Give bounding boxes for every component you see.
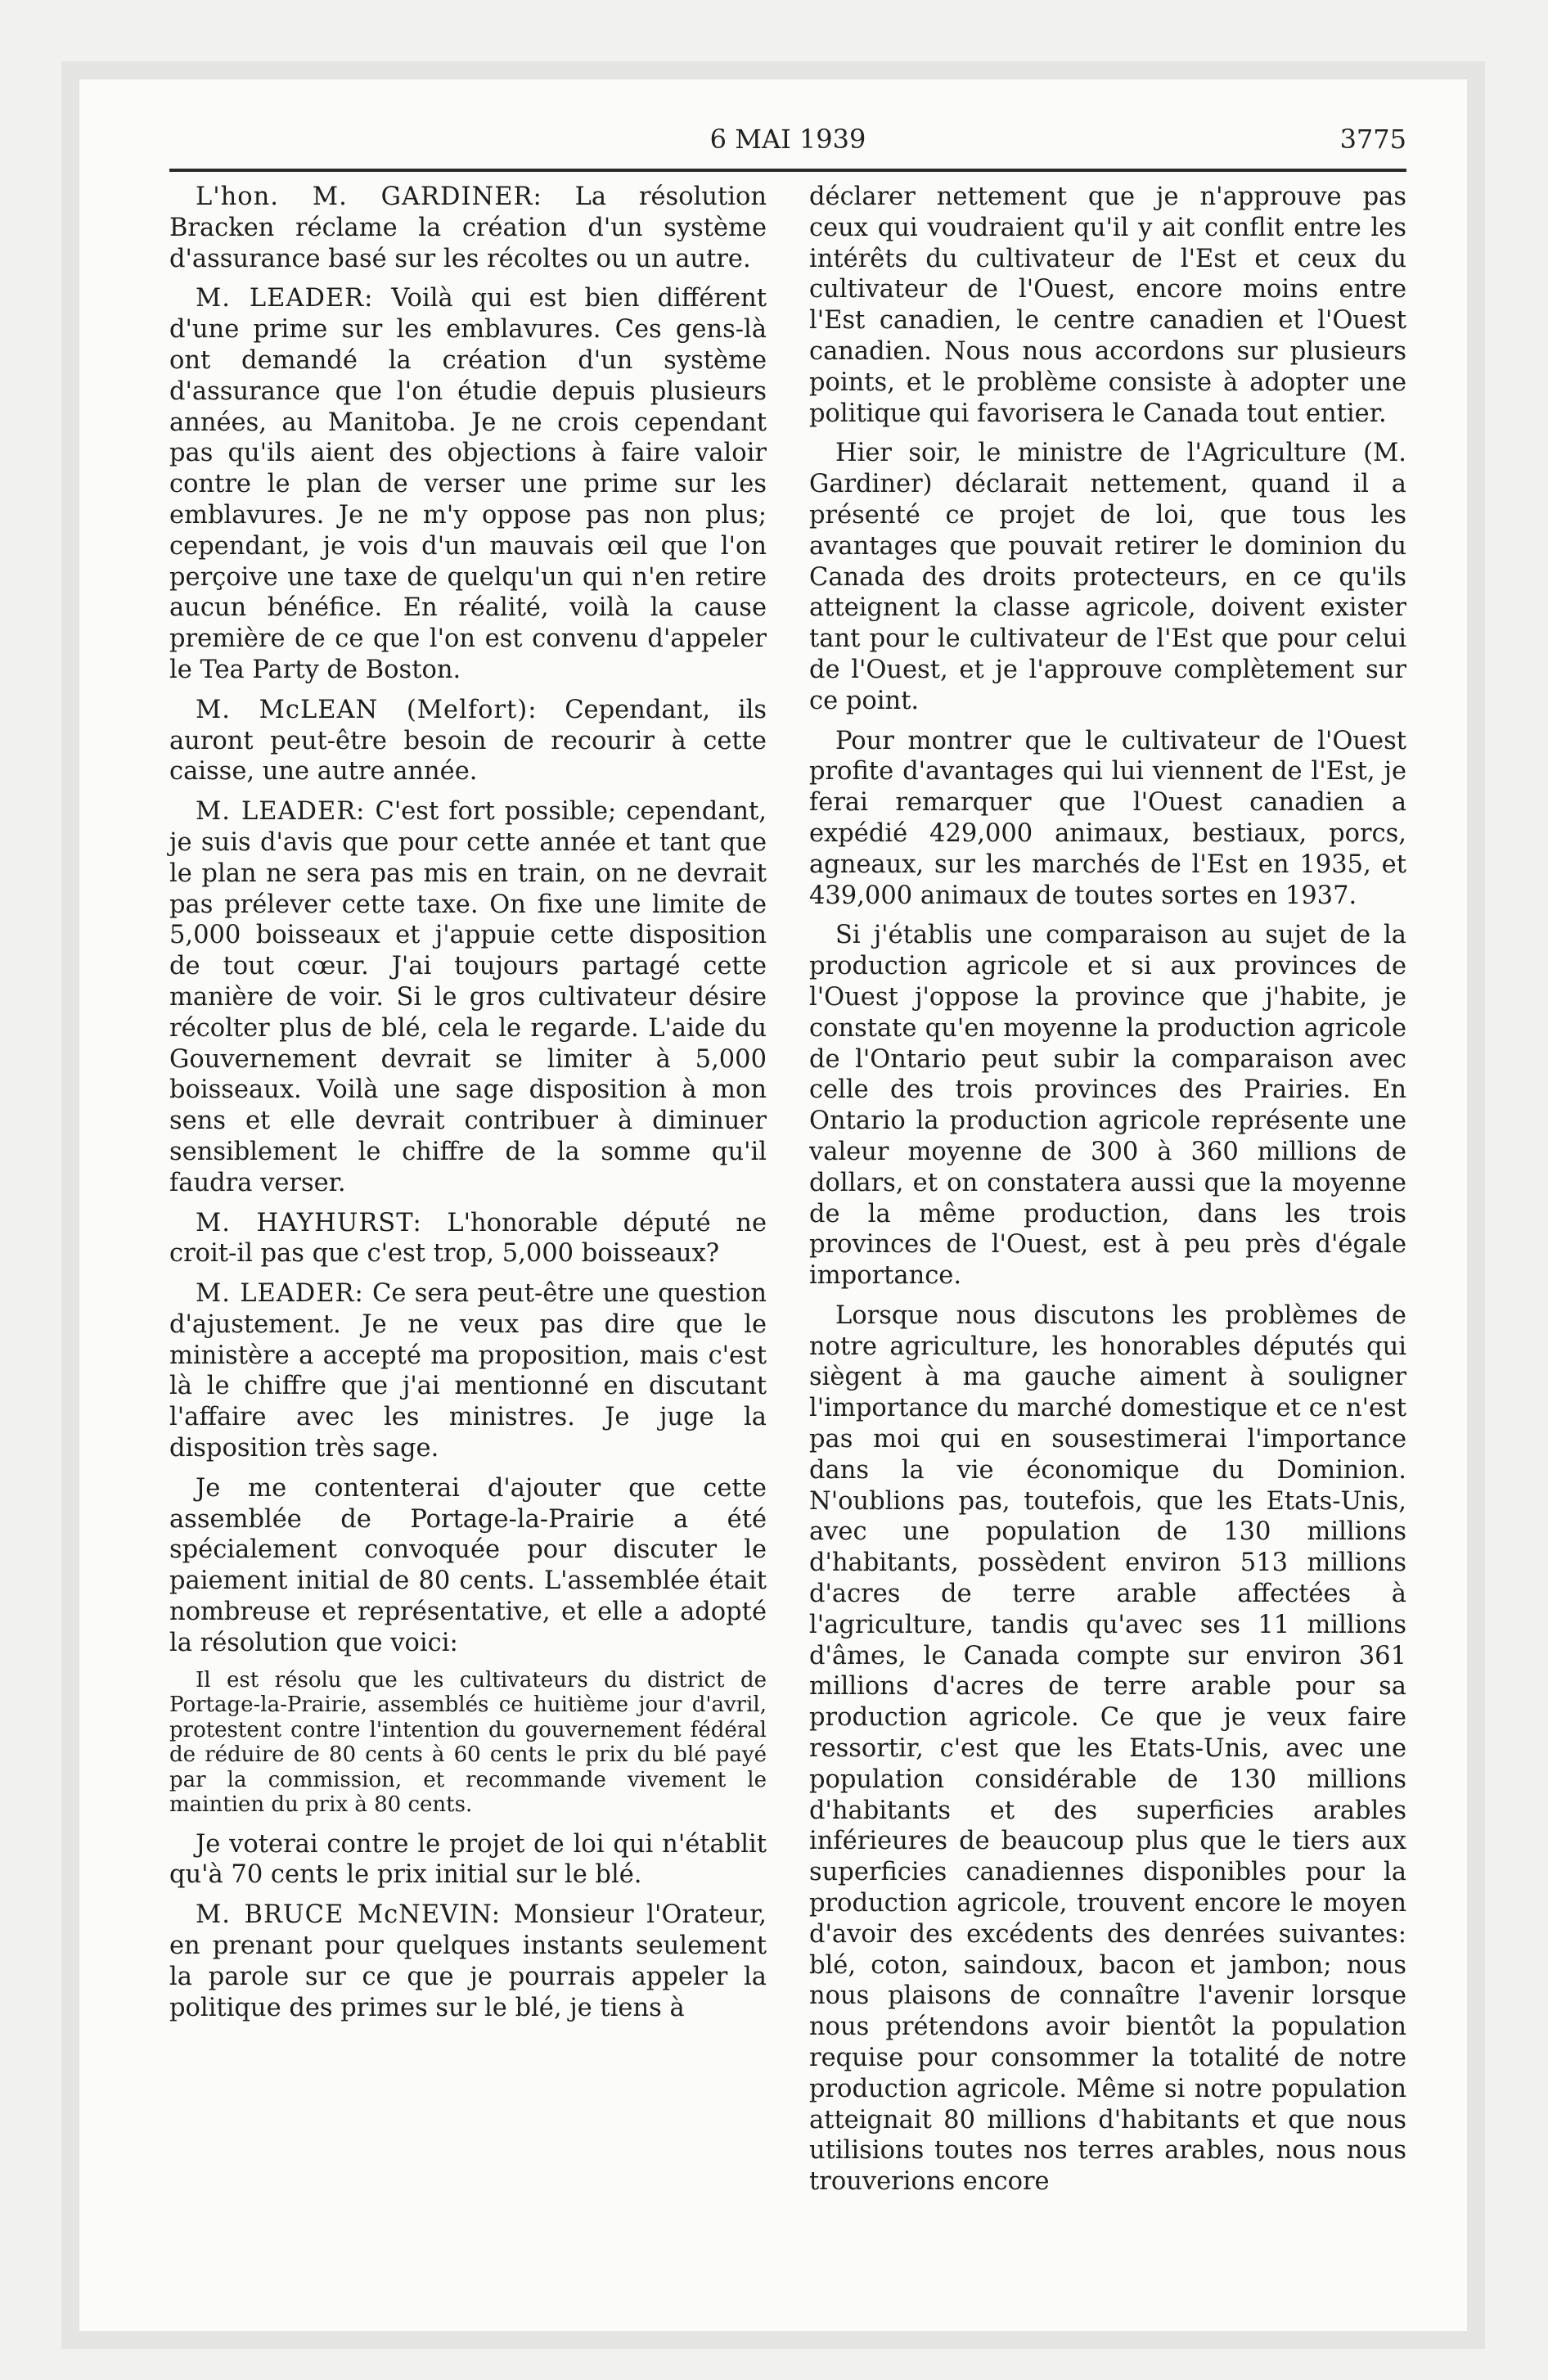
paragraph (809, 182, 1406, 429)
paragraph-text: Hier soir, le ministre de l'Agriculture (M. Gardiner) déclarait nettement, quand il a présenté ce projet de loi, que tous les avantages que pouvait retirer le dominion du Canada des droits protecteurs, en ce qu'ils atteignent la classe agricole, doivent exister tant pour le cultivateur de l'Est que pour celui de l'Ouest, et je l'approuve complètement sur ce point. (809, 439, 1406, 715)
speaker-name: M. LEADER: (196, 1279, 364, 1309)
speaker-name: M. HAYHURST: (196, 1208, 422, 1237)
paragraph (169, 695, 767, 787)
paragraph (169, 796, 767, 1198)
paragraph (169, 1900, 767, 2023)
paragraph-text: déclarer nettement que je n'approuve pas ceux qui voudraient qu'il y ait conflit entre les intérêts du cultivateur de l'Est et ceux du cultivateur de l'Ouest, encore moins entre l'Est canadien, le centre canadien et l'Ouest canadien. Nous nous accordons sur plusieurs points, et le problème consiste à adopter une politique qui favorisera le Canada tout entier. (809, 183, 1406, 428)
paragraph (169, 1278, 767, 1464)
speaker-name: M. LEADER: (196, 284, 374, 313)
speaker-name: M. McLEAN (Melfort): (196, 695, 538, 724)
paragraph (169, 182, 767, 274)
paragraph (809, 438, 1406, 716)
paragraph-text: La résolution Bracken réclame la création d'un système d'assurance basé sur les récoltes ou un autre. (169, 183, 767, 273)
paragraph-text: Si j'établis une comparaison au sujet de la production agricole et si aux provinces de l'Ouest j'oppose la province que j'habite, je constate qu'en moyenne la production agricole de l'Ontario peut subir la comparaison avec celle des trois provinces des Prairies. En Ontario la production agricole représente une valeur moyenne de 300 à 360 millions de dollars, et on constatera aussi que la moyenne de la même production, dans les trois provinces de l'Ouest, est à peu près d'égale importance. (809, 921, 1406, 1291)
header-rule (169, 169, 1406, 172)
paragraph-text: Monsieur l'Orateur, en prenant pour quelques instants seulement la parole sur ce que je pourrais appeler la politique des primes sur le blé, je tiens à (169, 1900, 767, 2022)
paragraph (169, 1208, 767, 1270)
paragraph-text: Lorsque nous discutons les problèmes de notre agriculture, les honorables députés qui siègent à ma gauche aiment à souligner l'importance du marché domestique et ce n'est pas moi qui en sousestimerai l'importance dans la vie économique du Dominion. N'oublions pas, toutefois, que les Etats-Unis, avec une population de 130 millions d'habitants, possèdent environ 513 millions d'acres de terre arable affectées à l'agriculture, tandis qu'avec ses 11 millions d'âmes, le Canada compte sur environ 361 millions d'acres de terre arable pour sa production agricole. Ce que je veux faire ressortir, c'est que les Etats-Unis, avec une population considérable de 130 millions d'habitants et des superficies arables inférieures de beaucoup plus que le tiers aux superficies canadiennes disponibles pour la production agricole, trouvent encore le moyen d'avoir des excédents des denrées suivantes: blé, coton, saindoux, bacon et jambon; nous nous plaisons de connaître l'avenir lorsque nous prétendons avoir bientôt la population requise pour consommer la totalité de notre production agricole. Même si notre population atteignait 80 millions d'habitants et que nous utilisions toutes nos terres arables, nous nous trouverions encore (809, 1300, 1406, 2197)
paragraph-text: Voilà qui est bien différent d'une prime sur les emblavures. Ces gens-là ont demandé la création d'un système d'assurance que l'on étudie depuis plusieurs années, au Manitoba. Je ne crois cependant pas qu'ils aient des objections à faire valoir contre le plan de verser une prime sur les emblavures. Je ne m'y oppose pas non plus; cependant, je vois d'un mauvais œil que l'on perçoive une taxe de quelqu'un qui n'en retire aucun bénéfice. En réalité, voilà la cause première de ce que l'on est convenu d'appeler le Tea Party de Boston. (169, 284, 767, 684)
paragraph (809, 1300, 1406, 2197)
paragraph (169, 283, 767, 685)
paragraph-text: Je voterai contre le projet de loi qui n'établit qu'à 70 cents le prix initial sur le blé. (169, 1829, 767, 1890)
page-number: 3775 (1339, 124, 1406, 155)
scan-border (61, 61, 1485, 2349)
paragraph-text: C'est fort possible; cependant, je suis d'avis que pour cette année et tant que le plan ne sera pas mis en train, on ne devrait pas prélever cette taxe. On fixe une limite de 5,000 boisseaux et j'appuie cette disposition de tout cœur. J'ai toujours partagé cette manière de voir. Si le gros cultivateur désire récolter plus de blé, cela le regarde. L'aide du Gouvernement devrait se limiter à 5,000 boisseaux. Voilà une sage disposition à mon sens et elle devrait contribuer à diminuer sensiblement le chiffre de la somme qu'il faudra verser. (169, 797, 767, 1197)
paragraph-text: Ce sera peut-être une question d'ajustement. Je ne veux pas dire que le ministère a accepté ma proposition, mais c'est là le chiffre que j'ai mentionné en discutant l'affaire avec les ministres. Je juge la disposition très sage. (169, 1279, 767, 1463)
speaker-name: M. LEADER: (196, 797, 366, 827)
speaker-name: M. BRUCE McNEVIN: (196, 1900, 502, 1930)
paragraph-text: Pour montrer que le cultivateur de l'Ouest profite d'avantages qui lui viennent de l'Est, je ferai remarquer que l'Ouest canadien a expédié 429,000 animaux, bestiaux, porcs, agneaux, sur les marchés de l'Est en 1935, et 439,000 animaux de toutes sortes en 1937. (809, 726, 1406, 910)
paragraph (809, 726, 1406, 912)
paragraph-text: Il est résolu que les cultivateurs du district de Portage-la-Prairie, assemblés ce huitième jour d'avril, protestent contre l'intention du gouvernement fédéral de réduire de 80 cents à 60 cents le prix du blé payé par la commission, et recommande vivement le maintien du prix à 80 cents. (169, 1667, 767, 1818)
running-head (169, 124, 1406, 166)
paragraph (169, 1829, 767, 1891)
paragraph (809, 920, 1406, 1291)
paragraph-text: Je me contenterai d'ajouter que cette assemblée de Portage-la-Prairie a été spécialement convoquée pour discuter le paiement initial de 80 cents. L'assemblée était nombreuse et représentative, et elle a adopté la résolution que voici: (169, 1473, 767, 1657)
paragraph-text: Cependant, ils auront peut-être besoin de recourir à cette caisse, une autre année. (169, 695, 767, 787)
speaker-name: L'hon. M. GARDINER: (196, 183, 542, 211)
document-page (79, 79, 1467, 2331)
quoted-resolution (169, 1668, 767, 1818)
paragraph-text: L'honorable député ne croit-il pas que c'est trop, 5,000 boisseaux? (169, 1208, 767, 1269)
paragraph (169, 1473, 767, 1659)
left-column (169, 182, 767, 2032)
right-column (809, 182, 1406, 2206)
page-date: 6 MAI 1939 (709, 124, 866, 155)
